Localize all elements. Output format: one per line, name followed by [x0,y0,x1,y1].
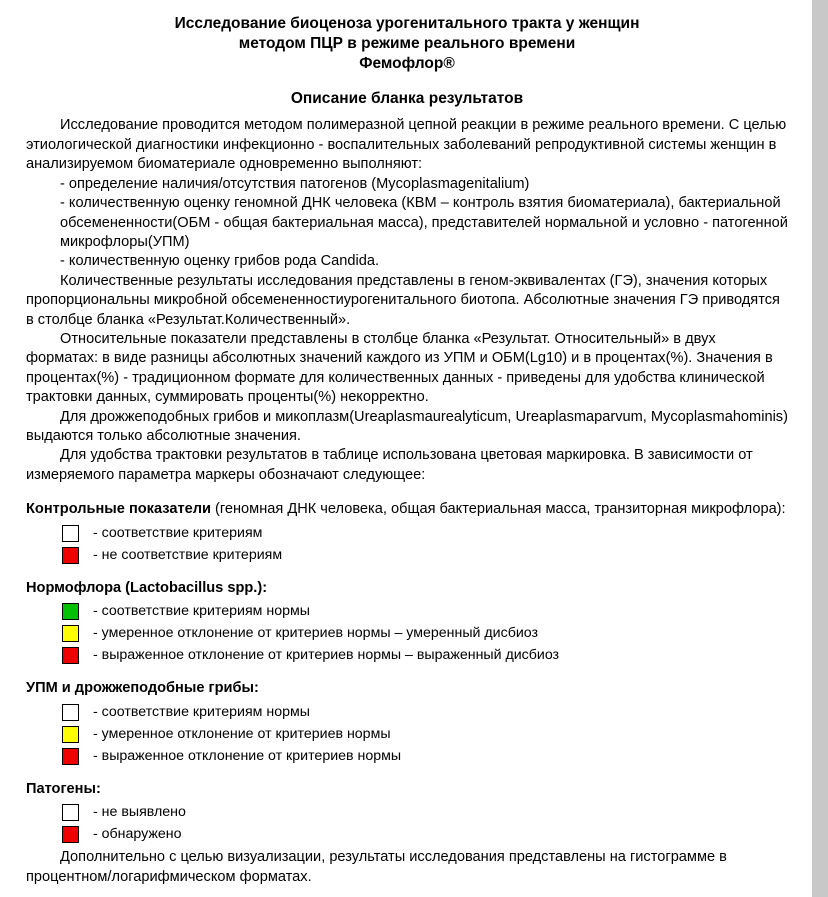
section-heading-normoflora [26,579,788,598]
legend-item [26,748,788,765]
color-swatch-red [62,547,79,564]
paragraph-quantitative-results: Количественные результаты исследования представлены в геном-эквивалентах (ГЭ), значения которых пропорциональны микробной обсемененностиурогенитального биотопа. Абсолютные значения ГЭ приводятся в столбце бланка «Результат.Количественный». [26,272,780,328]
legend-label: - соответствие критериям [93,524,263,541]
color-swatch-red [62,748,79,765]
legend-item [26,603,788,620]
color-swatch-red [62,647,79,664]
legend-item [26,647,788,664]
legend-item [26,826,788,843]
section-heading-upm-fungi-bold: УПМ и дрожжеподобные грибы: [26,680,259,697]
section-heading-control-indicators-normal: (геномная ДНК человека, общая бактериальная масса, транзиторная микрофлора): [210,501,786,518]
title-line-2: методом ПЦР в режиме реального времени [238,34,576,52]
document-subtitle: Описание бланка результатов [290,90,524,108]
legend-item [26,804,788,821]
legend-label: - не соответствие критериям [93,546,283,563]
paragraph-color-marking: Для удобства трактовки результатов в таблице использована цветовая маркировка. В зависимости от измеряемого параметра маркеры обозначают следующее: [26,447,753,483]
section-heading-pathogens [26,780,788,799]
legend-item [26,704,788,721]
legend-normoflora [26,603,788,664]
title-line-3: Фемофлор® [359,54,455,72]
section-heading-control-indicators-bold: Контрольные показатели [26,501,211,518]
legend-item [26,525,788,542]
legend-label: - выраженное отклонение от критериев нормы – выраженный дисбиоз [93,647,560,664]
paragraph-relative-results: Относительные показатели представлены в столбце бланка «Результат. Относительный» в двух форматах: в виде разницы абсолютных значений каждого из УПМ и ОБМ(Lg10) и в процентах(%). Значения в процентах(%) - традиционном формате для количественных данных - приведены для удобства клинической трактовки данных, суммировать проценты(%) некорректно. [26,330,773,406]
legend-pathogens [26,804,788,843]
color-swatch-white [62,704,79,721]
color-swatch-green [62,603,79,620]
legend-label: - соответствие критериям нормы [93,703,310,720]
legend-upm-fungi [26,704,788,765]
legend-label: - не выявлено [93,804,186,821]
title-line-1: Исследование биоценоза урогенитального тракта у женщин [174,15,640,32]
legend-control-indicators [26,525,788,564]
legend-label: - выраженное отклонение от критериев нормы [93,747,402,764]
legend-label: - соответствие критериям нормы [93,603,310,620]
legend-label: - умеренное отклонение от критериев нормы – умеренный дисбиоз [93,625,538,642]
paragraph-bullet-quantitative: - количественную оценку геномной ДНК человека (КВМ – контроль взятия биоматериала), бактериальной обсемененности(ОБМ - общая бактериальная масса), представителей нормальной и условно - патогенной микрофлоры(УПМ) [60,195,788,250]
color-swatch-white [62,804,79,821]
document-title [26,14,788,73]
color-swatch-yellow [62,625,79,642]
section-heading-control-indicators [26,500,788,519]
legend-item [26,547,788,564]
legend-item [26,726,788,743]
section-heading-upm-fungi [26,679,788,698]
legend-label: - умеренное отклонение от критериев нормы [93,725,391,742]
paragraph-absolute-only: Для дрожжеподобных грибов и микоплазм(Ureaplasmaurealyticum, Ureaplasmaparvum, Mycoplasmahominis) выдаются только абсолютные значения. [26,408,788,444]
paragraph-bullet-pathogens: - определение наличия/отсутствия патогенов (Mycoplasmagenitalium) [60,175,530,192]
paragraph-intro: Исследование проводится методом полимеразной цепной реакции в режиме реального времени. С целью этиологической диагностики инфекционно - воспалительных заболеваний репродуктивной системы женщин в анализируемом биоматериале одновременно выполняют: [26,117,787,173]
color-swatch-white [62,525,79,542]
color-swatch-red [62,826,79,843]
section-heading-normoflora-bold: Нормофлора (Lactobacillus spp.): [26,579,268,596]
color-swatch-yellow [62,726,79,743]
section-heading-pathogens-bold: Патогены: [26,780,101,797]
legend-item [26,625,788,642]
paragraph-histogram: Дополнительно с целью визуализации, результаты исследования представлены на гистограмме в процентном/логарифмическом форматах. [26,849,727,885]
paragraph-bullet-candida: - количественную оценку грибов рода Candida. [60,253,380,270]
legend-label: - обнаружено [93,826,182,843]
